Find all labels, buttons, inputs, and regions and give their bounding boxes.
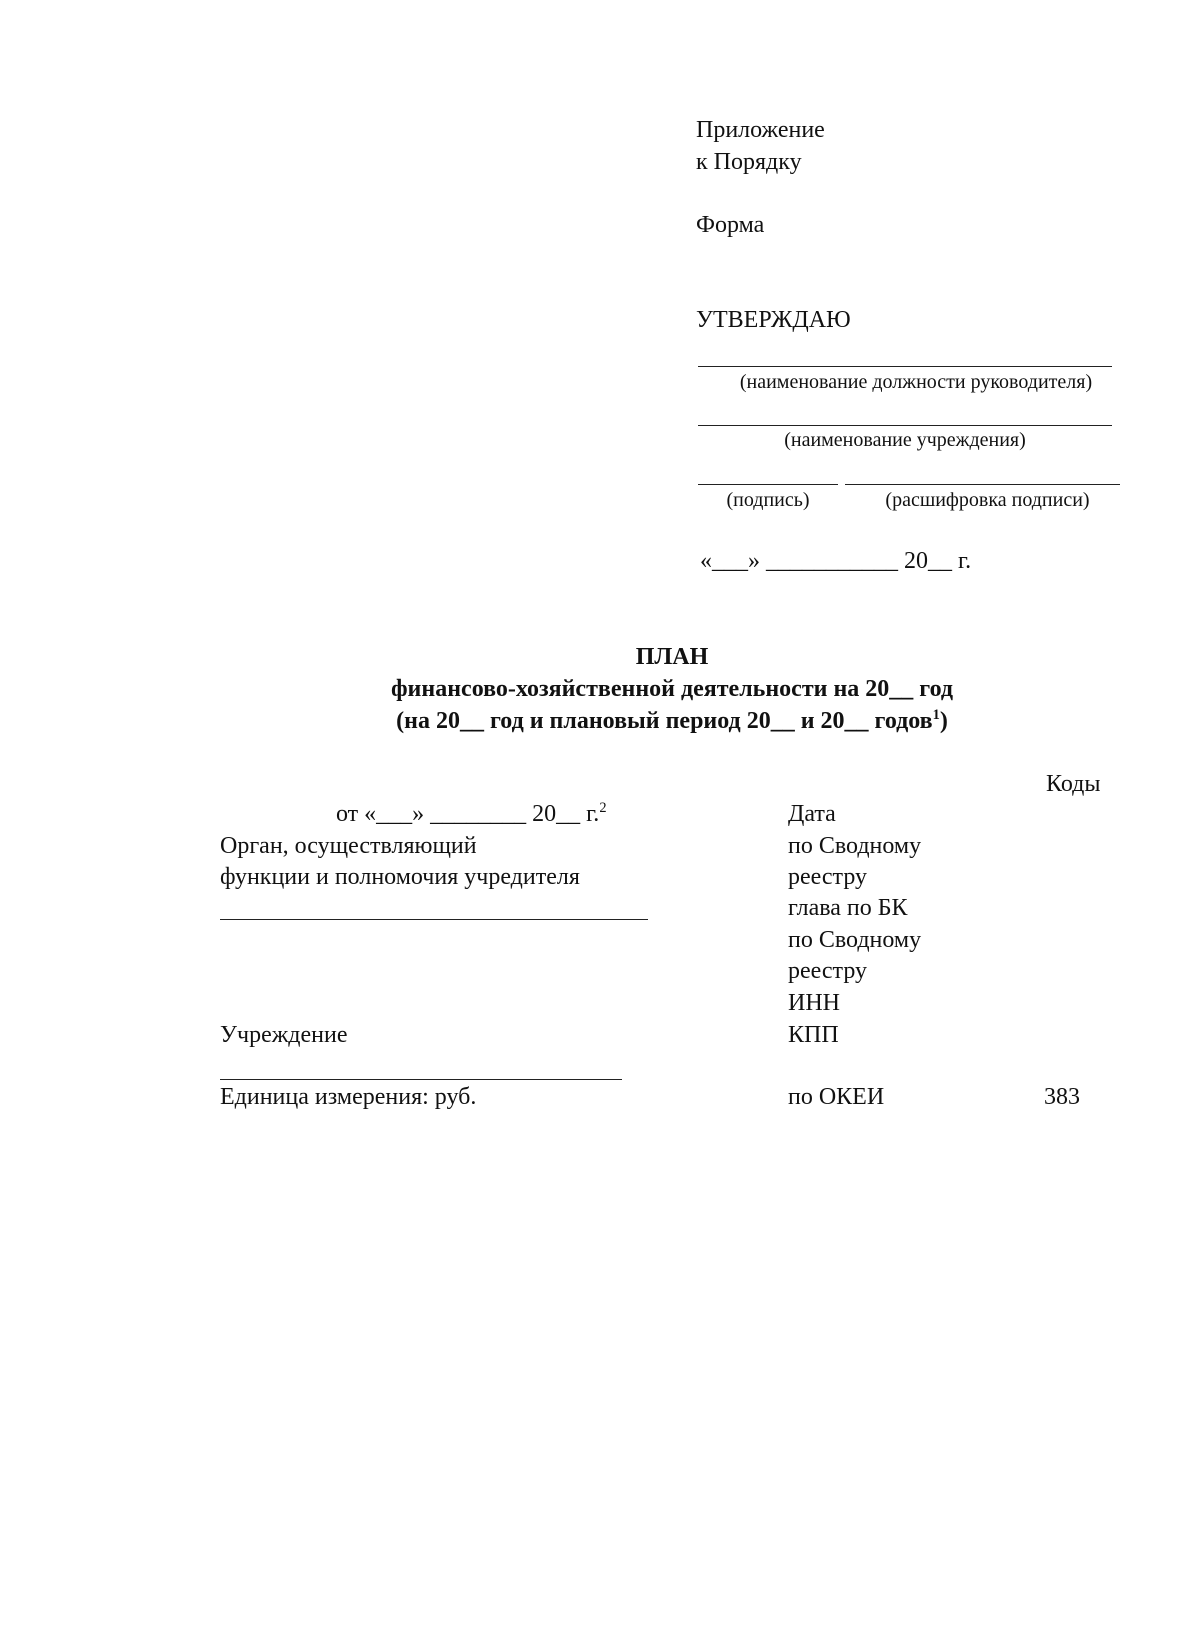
founder-label-line2: функции и полномочия учредителя: [220, 864, 580, 890]
position-caption: (наименование должности руководителя): [739, 371, 1093, 393]
code-label-date: Дата: [788, 801, 836, 827]
appendix-label-line1: Приложение: [696, 117, 825, 143]
code-label-budget-chapter: глава по БК: [788, 895, 908, 921]
signature-decoding-caption: (расшифровка подписи): [885, 489, 1090, 511]
plan-period-line: (на 20__ год и плановый период 20__ и 20__ годов$^1$): [396, 707, 948, 734]
code-label-registry-3: по Сводному: [788, 927, 922, 953]
institution-signature-line: [698, 425, 1112, 426]
signature-decoding-line: [845, 484, 1120, 485]
signature-caption: (подпись): [726, 489, 810, 511]
appendix-label-line2: к Порядку: [696, 149, 802, 175]
position-signature-line: [698, 366, 1112, 367]
form-label: Форма: [696, 212, 765, 238]
code-label-inn: ИНН: [788, 990, 840, 1016]
plan-date-field: от «___» ________ 20__ г.$^2$: [336, 800, 607, 827]
founder-label-line1: Орган, осуществляющий: [220, 833, 477, 859]
institution-input-line: [220, 1079, 622, 1080]
footnote-marker-1: 1: [932, 707, 940, 723]
signature-line: [698, 484, 838, 485]
code-label-registry-4: реестру: [788, 958, 868, 984]
okei-value: 383: [1044, 1084, 1080, 1110]
institution-caption: (наименование учреждения): [784, 429, 1026, 451]
code-label-registry-1: по Сводному: [788, 833, 922, 859]
codes-header: Коды: [1046, 771, 1101, 797]
footnote-marker-2: 2: [599, 800, 607, 816]
approval-date-line: «___» ___________ 20__ г.: [700, 548, 972, 574]
plan-subtitle: финансово-хозяйственной деятельности на 20__ год: [390, 676, 954, 702]
plan-title: ПЛАН: [635, 644, 709, 670]
founder-input-line: [220, 919, 648, 920]
code-label-okei: по ОКЕИ: [788, 1084, 885, 1110]
approval-title: УТВЕРЖДАЮ: [696, 307, 851, 333]
institution-label: Учреждение: [220, 1022, 348, 1048]
code-label-registry-2: реестру: [788, 864, 868, 890]
code-label-kpp: КПП: [788, 1022, 839, 1048]
unit-label: Единица измерения: руб.: [220, 1084, 477, 1110]
